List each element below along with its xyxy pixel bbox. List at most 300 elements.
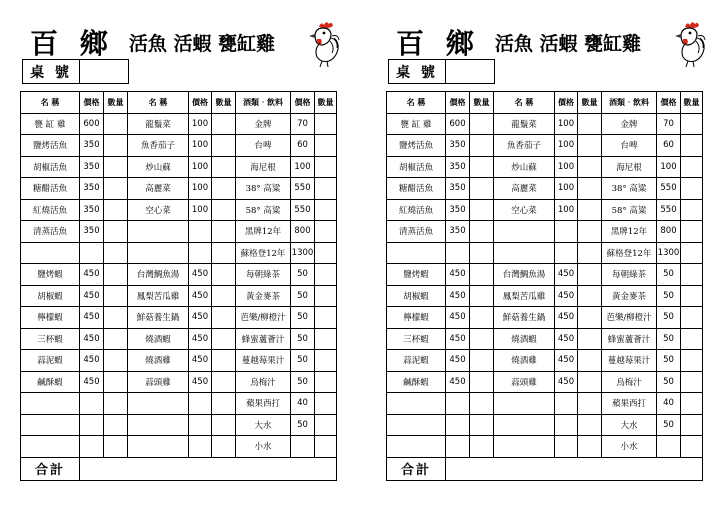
qty-cell[interactable] xyxy=(315,436,337,458)
qty-cell[interactable] xyxy=(578,264,602,286)
qty-cell[interactable] xyxy=(315,350,337,372)
item-name-cell: 紅燒活魚 xyxy=(387,199,446,221)
order-sheet-right xyxy=(366,0,721,509)
menu-row xyxy=(21,393,337,415)
price-cell: 50 xyxy=(657,350,681,372)
item-name-cell: 燒酒雞 xyxy=(128,350,189,372)
drink-name-cell: 金牌 xyxy=(236,113,291,135)
qty-cell[interactable] xyxy=(470,393,494,415)
price-cell: 550 xyxy=(657,178,681,200)
menu-row xyxy=(21,264,337,286)
menu-row xyxy=(21,414,337,436)
price-cell: 450 xyxy=(555,371,578,393)
price-cell xyxy=(446,393,470,415)
qty-cell[interactable] xyxy=(315,113,337,135)
qty-cell[interactable] xyxy=(315,178,337,200)
total-label: 合計 xyxy=(387,457,446,480)
column-header: 名 稱 xyxy=(128,92,189,114)
drink-name-cell: 小水 xyxy=(602,436,657,458)
price-cell xyxy=(446,414,470,436)
price-cell: 800 xyxy=(657,221,681,243)
item-name-cell xyxy=(21,436,80,458)
item-name-cell xyxy=(494,436,555,458)
table-number-label: 桌 號 xyxy=(389,60,446,83)
item-name-cell: 三杯蝦 xyxy=(387,328,446,350)
price-cell: 800 xyxy=(291,221,315,243)
price-cell: 450 xyxy=(446,350,470,372)
menu-row xyxy=(387,242,703,264)
qty-cell[interactable] xyxy=(315,242,337,264)
item-name-cell: 高麗菜 xyxy=(494,178,555,200)
column-header: 數量 xyxy=(681,92,703,114)
item-name-cell: 紅燒活魚 xyxy=(21,199,80,221)
price-cell: 450 xyxy=(446,328,470,350)
price-cell: 60 xyxy=(291,135,315,157)
qty-cell[interactable] xyxy=(104,242,128,264)
total-row xyxy=(21,457,337,480)
menu-row xyxy=(21,436,337,458)
price-cell: 50 xyxy=(291,371,315,393)
drink-name-cell: 蘇格登12年 xyxy=(236,242,291,264)
qty-cell[interactable] xyxy=(104,199,128,221)
qty-cell[interactable] xyxy=(578,307,602,329)
price-cell: 450 xyxy=(80,307,104,329)
price-cell: 70 xyxy=(657,113,681,135)
menu-row xyxy=(387,393,703,415)
price-cell: 550 xyxy=(291,178,315,200)
drink-name-cell: 小水 xyxy=(236,436,291,458)
item-name-cell xyxy=(387,436,446,458)
menu-row xyxy=(21,178,337,200)
qty-cell[interactable] xyxy=(578,350,602,372)
menu-row xyxy=(21,113,337,135)
price-cell: 40 xyxy=(657,393,681,415)
drink-name-cell: 黑牌12年 xyxy=(236,221,291,243)
item-name-cell: 鳳梨苦瓜雞 xyxy=(128,285,189,307)
price-cell: 100 xyxy=(291,156,315,178)
item-name-cell: 龍鬚菜 xyxy=(128,113,189,135)
qty-cell[interactable] xyxy=(315,135,337,157)
qty-cell[interactable] xyxy=(212,156,236,178)
qty-cell[interactable] xyxy=(470,436,494,458)
header-row xyxy=(21,92,337,114)
qty-cell[interactable] xyxy=(681,264,703,286)
qty-cell[interactable] xyxy=(681,414,703,436)
price-cell xyxy=(80,393,104,415)
qty-cell[interactable] xyxy=(681,328,703,350)
menu-row xyxy=(21,307,337,329)
price-cell: 50 xyxy=(291,264,315,286)
qty-cell[interactable] xyxy=(104,414,128,436)
menu-row xyxy=(21,135,337,157)
price-cell: 450 xyxy=(80,328,104,350)
qty-cell[interactable] xyxy=(104,328,128,350)
qty-cell[interactable] xyxy=(315,393,337,415)
qty-cell[interactable] xyxy=(681,393,703,415)
item-name-cell: 清蒸活魚 xyxy=(21,221,80,243)
qty-cell[interactable] xyxy=(212,414,236,436)
qty-cell[interactable] xyxy=(470,199,494,221)
qty-cell[interactable] xyxy=(104,135,128,157)
qty-cell[interactable] xyxy=(681,199,703,221)
qty-cell[interactable] xyxy=(212,242,236,264)
qty-cell[interactable] xyxy=(681,242,703,264)
qty-cell[interactable] xyxy=(578,436,602,458)
total-row xyxy=(387,457,703,480)
drink-name-cell: 金牌 xyxy=(602,113,657,135)
qty-cell[interactable] xyxy=(212,199,236,221)
price-cell: 50 xyxy=(657,285,681,307)
column-header: 價格 xyxy=(189,92,212,114)
qty-cell[interactable] xyxy=(212,307,236,329)
column-header: 數量 xyxy=(212,92,236,114)
price-cell: 100 xyxy=(555,135,578,157)
price-cell xyxy=(189,242,212,264)
price-cell: 350 xyxy=(80,156,104,178)
price-cell: 450 xyxy=(446,371,470,393)
header-row xyxy=(387,92,703,114)
qty-cell[interactable] xyxy=(578,328,602,350)
menu-row xyxy=(387,436,703,458)
price-cell: 100 xyxy=(189,135,212,157)
drink-name-cell: 台啤 xyxy=(602,135,657,157)
item-name-cell: 蒜泥蝦 xyxy=(387,350,446,372)
qty-cell[interactable] xyxy=(315,328,337,350)
price-cell: 450 xyxy=(555,328,578,350)
price-cell xyxy=(446,436,470,458)
qty-cell[interactable] xyxy=(578,393,602,415)
price-cell: 450 xyxy=(80,350,104,372)
qty-cell[interactable] xyxy=(212,436,236,458)
drink-name-cell: 38° 高粱 xyxy=(236,178,291,200)
price-cell: 50 xyxy=(657,307,681,329)
qty-cell[interactable] xyxy=(681,307,703,329)
price-cell: 450 xyxy=(446,285,470,307)
total-value[interactable] xyxy=(446,457,703,480)
qty-cell[interactable] xyxy=(315,221,337,243)
item-name-cell xyxy=(387,242,446,264)
item-name-cell: 蒜頭雞 xyxy=(494,371,555,393)
item-name-cell xyxy=(494,242,555,264)
drink-name-cell: 烏梅汁 xyxy=(602,371,657,393)
qty-cell[interactable] xyxy=(212,135,236,157)
price-cell: 100 xyxy=(555,178,578,200)
price-cell: 350 xyxy=(80,178,104,200)
order-table-body xyxy=(21,92,337,481)
price-cell: 50 xyxy=(291,307,315,329)
qty-cell[interactable] xyxy=(578,371,602,393)
menu-row xyxy=(387,156,703,178)
item-name-cell: 胡椒蝦 xyxy=(387,285,446,307)
menu-row xyxy=(387,178,703,200)
price-cell: 450 xyxy=(80,371,104,393)
item-name-cell: 鹹酥蝦 xyxy=(387,371,446,393)
table-number-box xyxy=(22,59,129,84)
price-cell: 50 xyxy=(291,328,315,350)
price-cell: 450 xyxy=(555,285,578,307)
price-cell: 600 xyxy=(80,113,104,135)
price-cell: 100 xyxy=(189,178,212,200)
menu-row xyxy=(387,307,703,329)
item-name-cell: 燒酒蝦 xyxy=(494,328,555,350)
column-header: 數量 xyxy=(104,92,128,114)
qty-cell[interactable] xyxy=(104,113,128,135)
price-cell: 450 xyxy=(446,264,470,286)
rooster-icon xyxy=(305,18,341,68)
price-cell: 350 xyxy=(446,199,470,221)
item-name-cell: 甕 缸 雞 xyxy=(387,113,446,135)
item-name-cell: 炒山蘇 xyxy=(128,156,189,178)
menu-row xyxy=(21,199,337,221)
qty-cell[interactable] xyxy=(212,393,236,415)
item-name-cell: 胡椒活魚 xyxy=(21,156,80,178)
item-name-cell: 燒酒蝦 xyxy=(128,328,189,350)
total-value[interactable] xyxy=(80,457,337,480)
item-name-cell xyxy=(128,436,189,458)
item-name-cell: 台灣鯛魚湯 xyxy=(128,264,189,286)
qty-cell[interactable] xyxy=(315,371,337,393)
column-header: 酒類‧飲料 xyxy=(236,92,291,114)
price-cell: 450 xyxy=(80,285,104,307)
drink-name-cell: 芭樂/柳橙汁 xyxy=(602,307,657,329)
item-name-cell: 高麗菜 xyxy=(128,178,189,200)
qty-cell[interactable] xyxy=(212,178,236,200)
qty-cell[interactable] xyxy=(104,371,128,393)
qty-cell[interactable] xyxy=(104,393,128,415)
restaurant-title xyxy=(396,22,641,62)
menu-row xyxy=(387,414,703,436)
qty-cell[interactable] xyxy=(681,135,703,157)
qty-cell[interactable] xyxy=(578,414,602,436)
drink-name-cell: 海尼根 xyxy=(602,156,657,178)
qty-cell[interactable] xyxy=(104,436,128,458)
brand-subtitle: 活魚 活蝦 甕缸雞 xyxy=(494,32,642,55)
price-cell: 450 xyxy=(189,285,212,307)
price-cell: 100 xyxy=(555,156,578,178)
qty-cell[interactable] xyxy=(578,156,602,178)
item-name-cell: 糖醋活魚 xyxy=(21,178,80,200)
item-name-cell: 檸檬蝦 xyxy=(387,307,446,329)
price-cell xyxy=(555,242,578,264)
column-header: 數量 xyxy=(470,92,494,114)
qty-cell[interactable] xyxy=(578,221,602,243)
drink-name-cell: 台啤 xyxy=(236,135,291,157)
qty-cell[interactable] xyxy=(315,307,337,329)
item-name-cell: 甕 缸 雞 xyxy=(21,113,80,135)
price-cell xyxy=(189,221,212,243)
menu-row xyxy=(387,199,703,221)
qty-cell[interactable] xyxy=(212,221,236,243)
price-cell: 450 xyxy=(189,264,212,286)
qty-cell[interactable] xyxy=(104,221,128,243)
item-name-cell: 鹹酥蝦 xyxy=(21,371,80,393)
item-name-cell xyxy=(494,393,555,415)
qty-cell[interactable] xyxy=(104,156,128,178)
price-cell: 450 xyxy=(555,350,578,372)
menu-row xyxy=(387,264,703,286)
price-cell: 450 xyxy=(555,264,578,286)
qty-cell[interactable] xyxy=(578,285,602,307)
menu-row xyxy=(21,371,337,393)
qty-cell[interactable] xyxy=(212,371,236,393)
column-header: 價格 xyxy=(446,92,470,114)
price-cell xyxy=(291,436,315,458)
qty-cell[interactable] xyxy=(578,135,602,157)
table-number-input[interactable] xyxy=(80,60,128,83)
item-name-cell: 清蒸活魚 xyxy=(387,221,446,243)
qty-cell[interactable] xyxy=(470,371,494,393)
item-name-cell xyxy=(128,242,189,264)
price-cell xyxy=(80,436,104,458)
qty-cell[interactable] xyxy=(470,285,494,307)
qty-cell[interactable] xyxy=(681,156,703,178)
item-name-cell: 檸檬蝦 xyxy=(21,307,80,329)
price-cell: 100 xyxy=(189,113,212,135)
price-cell xyxy=(189,393,212,415)
drink-name-cell: 黑牌12年 xyxy=(602,221,657,243)
qty-cell[interactable] xyxy=(470,113,494,135)
price-cell xyxy=(555,414,578,436)
qty-cell[interactable] xyxy=(104,264,128,286)
qty-cell[interactable] xyxy=(104,350,128,372)
item-name-cell xyxy=(387,393,446,415)
order-sheet-left xyxy=(0,0,355,509)
price-cell: 450 xyxy=(189,307,212,329)
drink-name-cell: 芭樂/柳橙汁 xyxy=(236,307,291,329)
price-cell: 350 xyxy=(80,221,104,243)
qty-cell[interactable] xyxy=(104,307,128,329)
price-cell: 70 xyxy=(291,113,315,135)
item-name-cell: 鹽烤蝦 xyxy=(21,264,80,286)
qty-cell[interactable] xyxy=(315,199,337,221)
item-name-cell xyxy=(494,414,555,436)
price-cell: 600 xyxy=(446,113,470,135)
qty-cell[interactable] xyxy=(470,307,494,329)
menu-row xyxy=(21,328,337,350)
item-name-cell: 魚香茄子 xyxy=(494,135,555,157)
qty-cell[interactable] xyxy=(470,242,494,264)
price-cell: 450 xyxy=(189,328,212,350)
item-name-cell xyxy=(128,393,189,415)
menu-row xyxy=(387,371,703,393)
column-header: 價格 xyxy=(555,92,578,114)
price-cell: 350 xyxy=(446,135,470,157)
menu-row xyxy=(21,221,337,243)
qty-cell[interactable] xyxy=(470,156,494,178)
qty-cell[interactable] xyxy=(315,285,337,307)
qty-cell[interactable] xyxy=(212,264,236,286)
qty-cell[interactable] xyxy=(470,350,494,372)
price-cell xyxy=(189,414,212,436)
price-cell xyxy=(555,393,578,415)
item-name-cell xyxy=(387,414,446,436)
price-cell: 100 xyxy=(657,156,681,178)
qty-cell[interactable] xyxy=(578,113,602,135)
qty-cell[interactable] xyxy=(104,285,128,307)
drink-name-cell: 蘋果西打 xyxy=(236,393,291,415)
qty-cell[interactable] xyxy=(578,178,602,200)
brand-name: 百 鄉 xyxy=(396,27,480,60)
price-cell: 50 xyxy=(291,350,315,372)
price-cell: 1300 xyxy=(657,242,681,264)
price-cell: 450 xyxy=(555,307,578,329)
drink-name-cell: 每朝綠茶 xyxy=(236,264,291,286)
table-number-input[interactable] xyxy=(446,60,494,83)
menu-row xyxy=(387,135,703,157)
qty-cell[interactable] xyxy=(315,414,337,436)
price-cell: 350 xyxy=(80,199,104,221)
qty-cell[interactable] xyxy=(470,328,494,350)
qty-cell[interactable] xyxy=(315,264,337,286)
drink-name-cell: 黃金麥茶 xyxy=(602,285,657,307)
qty-cell[interactable] xyxy=(470,178,494,200)
qty-cell[interactable] xyxy=(212,350,236,372)
menu-row xyxy=(387,113,703,135)
qty-cell[interactable] xyxy=(681,436,703,458)
qty-cell[interactable] xyxy=(681,371,703,393)
price-cell: 100 xyxy=(189,156,212,178)
drink-name-cell: 黃金麥茶 xyxy=(236,285,291,307)
drink-name-cell: 蜂蜜蘆薈汁 xyxy=(236,328,291,350)
qty-cell[interactable] xyxy=(578,199,602,221)
price-cell: 100 xyxy=(555,113,578,135)
price-cell: 450 xyxy=(80,264,104,286)
drink-name-cell: 海尼根 xyxy=(236,156,291,178)
drink-name-cell: 58° 高粱 xyxy=(236,199,291,221)
menu-row xyxy=(387,328,703,350)
item-name-cell xyxy=(21,414,80,436)
price-cell: 50 xyxy=(657,264,681,286)
price-cell: 60 xyxy=(657,135,681,157)
price-cell: 550 xyxy=(657,199,681,221)
column-header: 數量 xyxy=(315,92,337,114)
qty-cell[interactable] xyxy=(681,285,703,307)
qty-cell[interactable] xyxy=(315,156,337,178)
item-name-cell: 台灣鯛魚湯 xyxy=(494,264,555,286)
qty-cell[interactable] xyxy=(681,221,703,243)
qty-cell[interactable] xyxy=(212,328,236,350)
qty-cell[interactable] xyxy=(681,350,703,372)
column-header: 名 稱 xyxy=(21,92,80,114)
qty-cell[interactable] xyxy=(104,178,128,200)
qty-cell[interactable] xyxy=(470,135,494,157)
item-name-cell: 鮮菇養生鍋 xyxy=(128,307,189,329)
qty-cell[interactable] xyxy=(681,113,703,135)
column-header: 名 稱 xyxy=(494,92,555,114)
price-cell: 350 xyxy=(446,221,470,243)
column-header: 價格 xyxy=(657,92,681,114)
item-name-cell: 鮮菇養生鍋 xyxy=(494,307,555,329)
price-cell: 350 xyxy=(446,156,470,178)
price-cell: 350 xyxy=(446,178,470,200)
qty-cell[interactable] xyxy=(470,264,494,286)
price-cell xyxy=(80,242,104,264)
qty-cell[interactable] xyxy=(212,285,236,307)
qty-cell[interactable] xyxy=(470,221,494,243)
qty-cell[interactable] xyxy=(212,113,236,135)
item-name-cell: 鹽烤蝦 xyxy=(387,264,446,286)
item-name-cell: 胡椒蝦 xyxy=(21,285,80,307)
menu-row xyxy=(387,221,703,243)
price-cell: 450 xyxy=(189,371,212,393)
qty-cell[interactable] xyxy=(470,414,494,436)
item-name-cell: 胡椒活魚 xyxy=(387,156,446,178)
menu-row xyxy=(21,156,337,178)
qty-cell[interactable] xyxy=(578,242,602,264)
qty-cell[interactable] xyxy=(681,178,703,200)
price-cell: 1300 xyxy=(291,242,315,264)
drink-name-cell: 蘋果西打 xyxy=(602,393,657,415)
